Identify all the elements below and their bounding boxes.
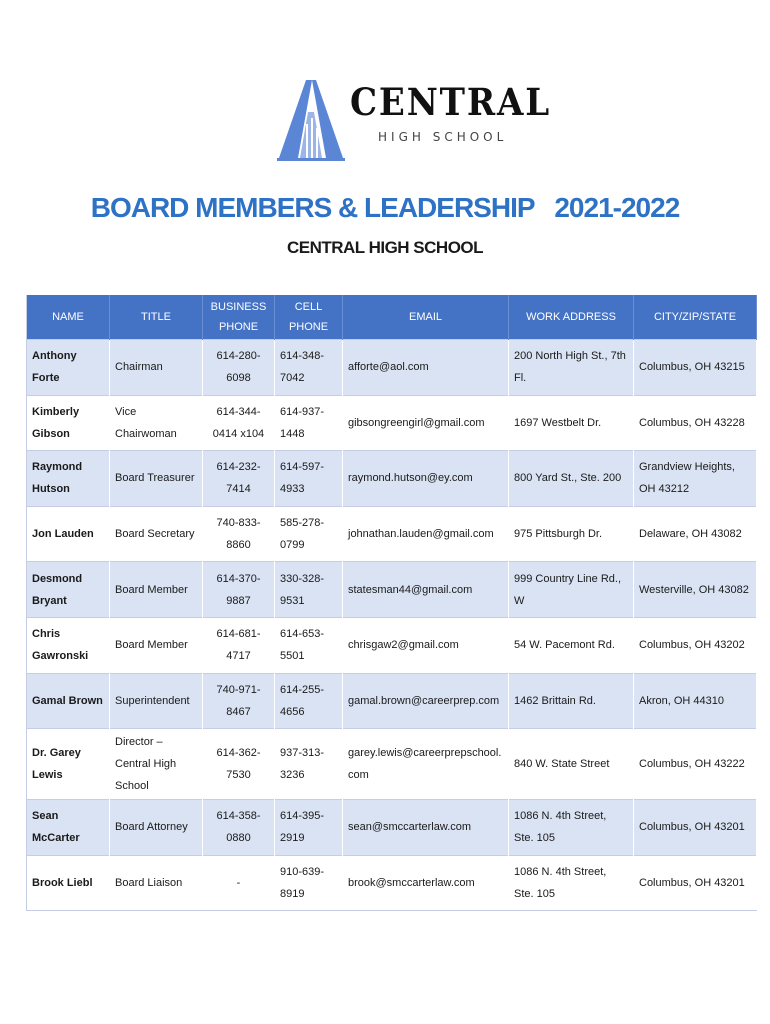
board-members-table	[26, 295, 757, 911]
member-business-phone: -	[203, 855, 275, 911]
member-business-phone: 614-370-9887	[203, 562, 275, 618]
member-cell-phone: 614-255-4656	[275, 673, 343, 729]
member-email-link[interactable]: afforte@aol.com	[343, 340, 509, 396]
table-row	[27, 451, 757, 507]
table-row	[27, 673, 757, 729]
member-city-zip-state: Columbus, OH 43201	[634, 855, 757, 911]
header-cell-phone: CELL PHONE	[275, 295, 343, 340]
member-work-address: 1462 Brittain Rd.	[509, 673, 634, 729]
member-cell-phone: 937-313-3236	[275, 729, 343, 800]
member-work-address: 1697 Westbelt Dr.	[509, 395, 634, 451]
member-work-address: 975 Pittsburgh Dr.	[509, 506, 634, 562]
header-work-address: WORK ADDRESS	[509, 295, 634, 340]
member-name: Anthony Forte	[27, 340, 110, 396]
header-row	[27, 295, 757, 340]
member-email-link[interactable]: raymond.hutson@ey.com	[343, 451, 509, 507]
member-email-link[interactable]: gamal.brown@careerprep.com	[343, 673, 509, 729]
member-cell-phone: 330-328-9531	[275, 562, 343, 618]
member-cell-phone: 585-278-0799	[275, 506, 343, 562]
member-email-link[interactable]: brook@smccarterlaw.com	[343, 855, 509, 911]
header-title: TITLE	[110, 295, 203, 340]
member-work-address: 800 Yard St., Ste. 200	[509, 451, 634, 507]
member-name: Raymond Hutson	[27, 451, 110, 507]
table-row	[27, 855, 757, 911]
member-cell-phone: 614-653-5501	[275, 617, 343, 673]
member-name: Desmond Bryant	[27, 562, 110, 618]
member-business-phone: 614-358-0880	[203, 800, 275, 856]
member-city-zip-state: Delaware, OH 43082	[634, 506, 757, 562]
member-work-address: 200 North High St., 7th Fl.	[509, 340, 634, 396]
member-business-phone: 740-833-8860	[203, 506, 275, 562]
member-cell-phone: 614-395-2919	[275, 800, 343, 856]
member-title: Chairman	[110, 340, 203, 396]
member-email-link[interactable]: gibsongreengirl@gmail.com	[343, 395, 509, 451]
member-name: Jon Lauden	[27, 506, 110, 562]
document-title: BOARD MEMBERS & LEADERSHIP 2021-2022	[90, 192, 680, 223]
member-business-phone: 614-280-6098	[203, 340, 275, 396]
member-work-address: 840 W. State Street	[509, 729, 634, 800]
member-work-address: 1086 N. 4th Street, Ste. 105	[509, 855, 634, 911]
member-title: Vice Chairwoman	[110, 395, 203, 451]
member-name: Chris Gawronski	[27, 617, 110, 673]
document-subtitle: CENTRAL HIGH SCHOOL	[286, 238, 484, 257]
member-title: Board Secretary	[110, 506, 203, 562]
member-title: Superintendent	[110, 673, 203, 729]
member-name: Brook Liebl	[27, 855, 110, 911]
member-city-zip-state: Akron, OH 44310	[634, 673, 757, 729]
member-title: Board Member	[110, 562, 203, 618]
table-row	[27, 506, 757, 562]
table-row	[27, 562, 757, 618]
member-cell-phone: 910-639-8919	[275, 855, 343, 911]
member-city-zip-state: Grandview Heights, OH 43212	[634, 451, 757, 507]
table-row	[27, 617, 757, 673]
member-name: Kimberly Gibson	[27, 395, 110, 451]
member-email-link[interactable]: chrisgaw2@gmail.com	[343, 617, 509, 673]
member-city-zip-state: Columbus, OH 43222	[634, 729, 757, 800]
member-city-zip-state: Columbus, OH 43201	[634, 800, 757, 856]
table-row	[27, 395, 757, 451]
table-row	[27, 800, 757, 856]
member-work-address: 54 W. Pacemont Rd.	[509, 617, 634, 673]
table-row	[27, 729, 757, 800]
member-title: Board Attorney	[110, 800, 203, 856]
member-cell-phone: 614-937-1448	[275, 395, 343, 451]
member-email-link[interactable]: garey.lewis@careerprepschool.com	[343, 729, 509, 800]
member-name: Dr. Garey Lewis	[27, 729, 110, 800]
member-business-phone: 614-232-7414	[203, 451, 275, 507]
member-cell-phone: 614-597-4933	[275, 451, 343, 507]
member-work-address: 1086 N. 4th Street, Ste. 105	[509, 800, 634, 856]
member-cell-phone: 614-348-7042	[275, 340, 343, 396]
table-header	[27, 295, 757, 340]
member-title: Board Member	[110, 617, 203, 673]
member-business-phone: 614-681-4717	[203, 617, 275, 673]
logo-tower-icon	[276, 72, 346, 164]
header-business-phone: BUSINESS PHONE	[203, 295, 275, 340]
member-name: Gamal Brown	[27, 673, 110, 729]
member-title: Board Treasurer	[110, 451, 203, 507]
member-business-phone: 614-344-0414 x104	[203, 395, 275, 451]
logo-subtext: HIGH SCHOOL	[378, 130, 508, 144]
member-email-link[interactable]: johnathan.lauden@gmail.com	[343, 506, 509, 562]
table-body	[27, 340, 757, 911]
school-logo	[276, 72, 552, 164]
member-business-phone: 614-362-7530	[203, 729, 275, 800]
header-city-zip-state: CITY/ZIP/STATE	[634, 295, 757, 340]
member-title: Director – Central High School	[110, 729, 203, 800]
member-email-link[interactable]: sean@smccarterlaw.com	[343, 800, 509, 856]
member-name: Sean McCarter	[27, 800, 110, 856]
logo-wordmark: CENTRAL	[350, 80, 552, 124]
table-row	[27, 340, 757, 396]
member-title: Board Liaison	[110, 855, 203, 911]
member-city-zip-state: Columbus, OH 43202	[634, 617, 757, 673]
member-work-address: 999 Country Line Rd., W	[509, 562, 634, 618]
member-city-zip-state: Columbus, OH 43215	[634, 340, 757, 396]
member-city-zip-state: Westerville, OH 43082	[634, 562, 757, 618]
member-email-link[interactable]: statesman44@gmail.com	[343, 562, 509, 618]
header-email: EMAIL	[343, 295, 509, 340]
header-name: NAME	[27, 295, 110, 340]
member-city-zip-state: Columbus, OH 43228	[634, 395, 757, 451]
member-business-phone: 740-971-8467	[203, 673, 275, 729]
